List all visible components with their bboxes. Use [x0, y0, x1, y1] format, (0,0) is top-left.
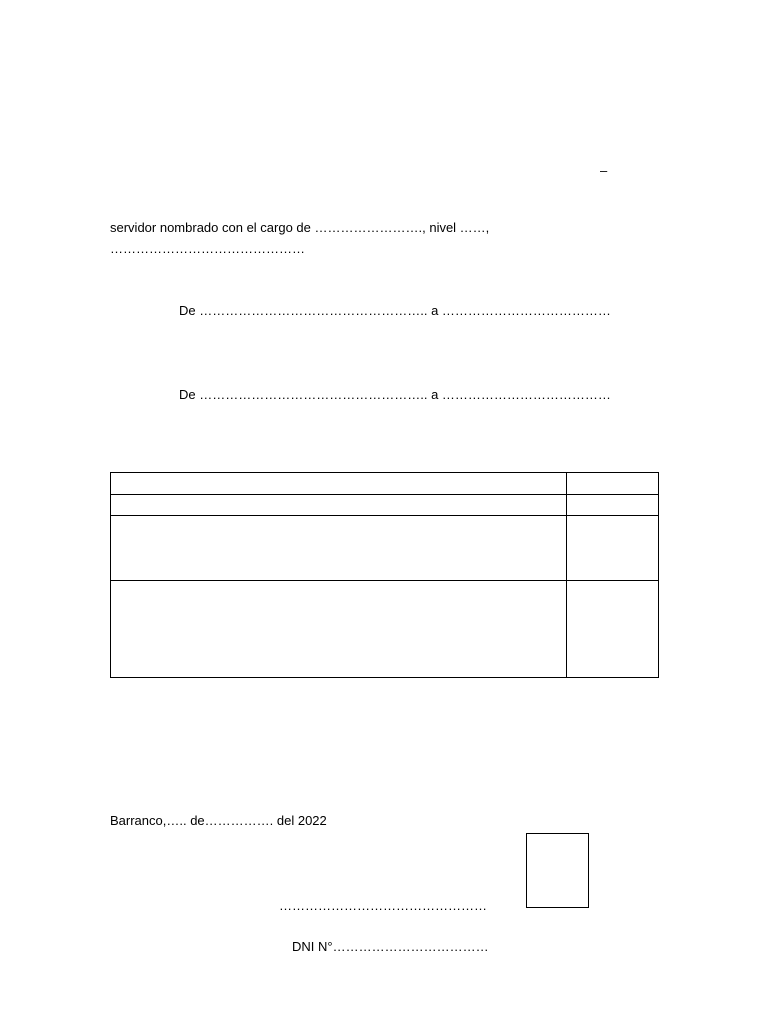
table-cell — [111, 495, 567, 516]
table-cell — [567, 473, 659, 495]
body-line-blank: ……………………………………… — [110, 241, 305, 256]
table-row — [111, 581, 659, 678]
form-table — [110, 472, 659, 678]
table-cell — [567, 516, 659, 581]
table-row — [111, 495, 659, 516]
table-cell — [111, 516, 567, 581]
period-line-1: De …………………………………………….. a ………………………………… — [179, 303, 611, 318]
header-dash: – — [600, 163, 608, 178]
table-row — [111, 473, 659, 495]
table-row — [111, 516, 659, 581]
place-date: Barranco,….. de……………. del 2022 — [110, 813, 327, 828]
dni-line: DNI N°……………………………… — [292, 939, 489, 954]
body-line-cargo: servidor nombrado con el cargo de ……………………., nivel ……, — [110, 220, 490, 235]
table-cell — [111, 473, 567, 495]
period-line-2: De …………………………………………….. a ………………………………… — [179, 387, 611, 402]
fingerprint-box — [526, 833, 589, 908]
table-cell — [567, 581, 659, 678]
table-cell — [111, 581, 567, 678]
signature-line: ………………………………………… — [279, 898, 487, 913]
table-cell — [567, 495, 659, 516]
